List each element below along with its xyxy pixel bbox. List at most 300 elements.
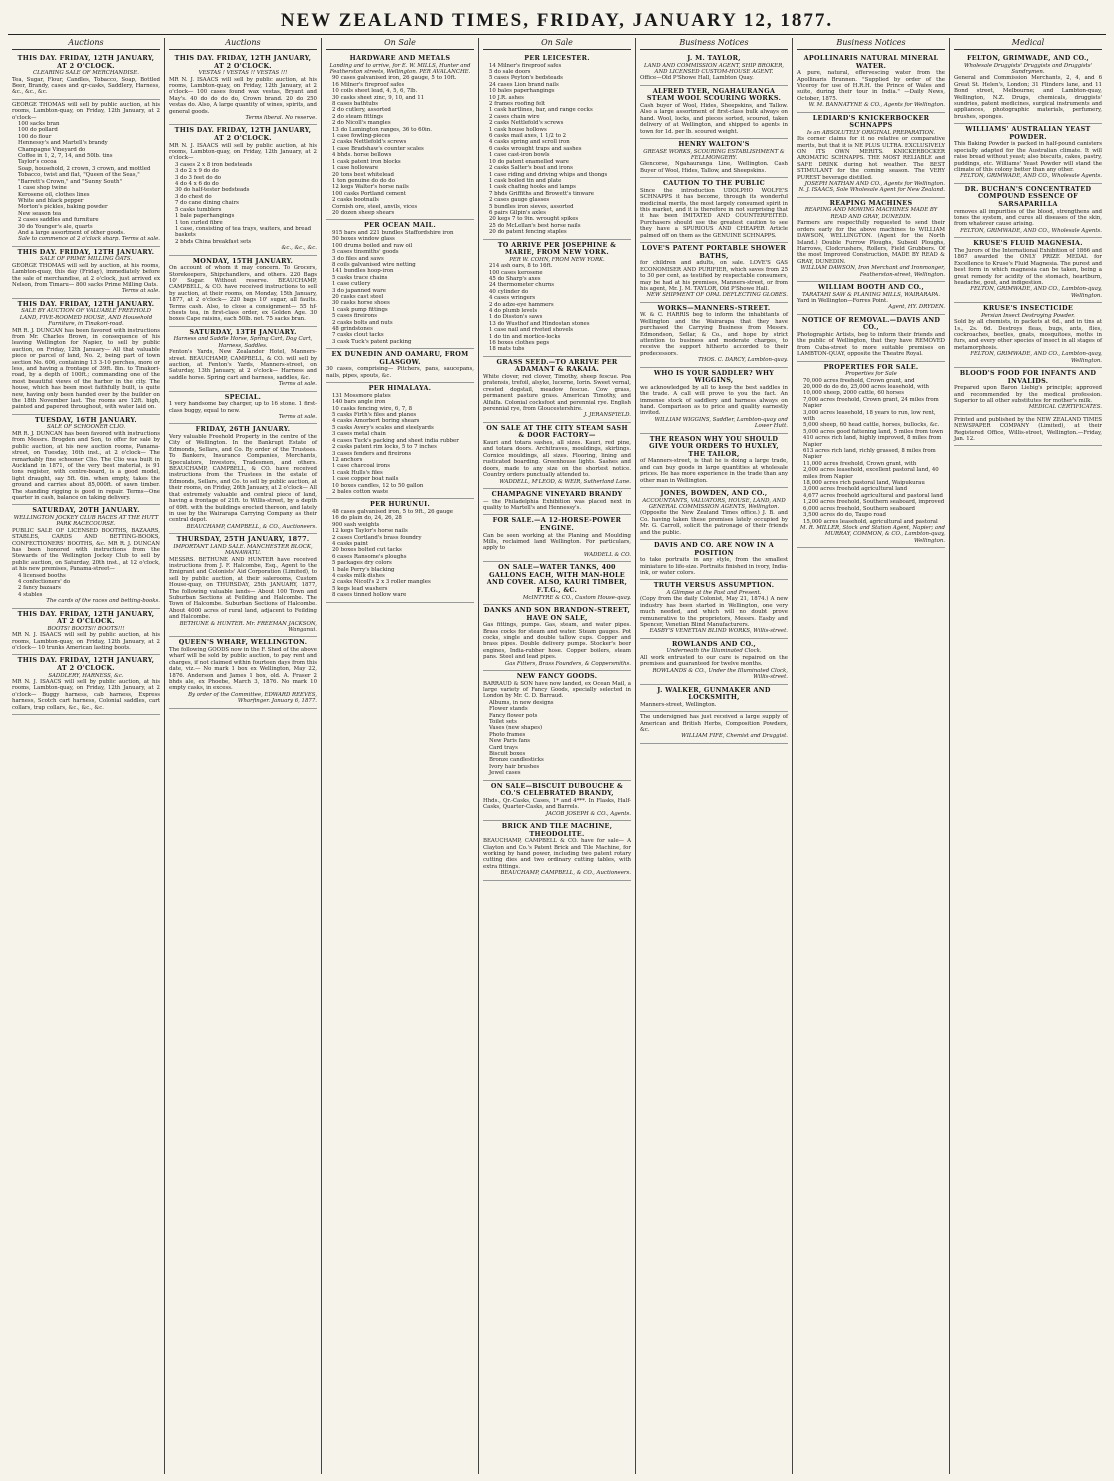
- ad-headline: GRASS SEED.—TO ARRIVE PER ADAMANT & RAKAIA.: [496, 357, 618, 374]
- list-item: New season tea: [18, 210, 62, 217]
- list-item: 10 do patent enamelled ware: [489, 158, 569, 165]
- ad-subheading: A Glimpse at the Past and Present.: [666, 590, 762, 597]
- advertisement: [640, 178, 788, 243]
- list-item: 4 casks spring and scroll iron: [489, 139, 570, 146]
- list-item: 40 cylinder do: [489, 288, 529, 295]
- list-item: Toilet sets: [489, 718, 517, 725]
- advertisement: [483, 781, 631, 821]
- ad-signature: WILLIAM WIGGINS, Saddler, Lambton-quay and Lower Hutt.: [654, 416, 788, 430]
- list-item: 100 casks Portland cement: [332, 190, 406, 197]
- ad-headline: THIS DAY. FRIDAY, 12TH JANUARY, AT 2 O'CLOCK.: [17, 54, 155, 70]
- ad-headline: PER HURUNUI.: [370, 500, 430, 509]
- ad-body-text: Office—Old P'Showe Hall, Lambton Quay.: [640, 75, 754, 82]
- ad-subheading: GREASE WORKS, SCOURING ESTABLISHMENT & FELLMONGERY.: [643, 148, 785, 162]
- ad-headline: ALFRED TYER, NGAHAURANGA STEAM WOOL SCOURING WORKS.: [646, 86, 782, 103]
- ad-body-text: to take portraits in any style, from the smallest miniature to life-size. Portraits finished in ivory, India-ink, or water colors.: [640, 557, 788, 577]
- ad-body-text: The Jurors of the International Exhibition of 1866 and 1867 awarded the ONLY PRIZE MEDAL for Excellence to Kruse's Fluid Magnesia. The purest and best form in which magnesia can be taken, being a great remedy for acidity of the stomach, heartburn, headache, gout, and indigestion.: [954, 247, 1102, 286]
- ad-item-list: [169, 162, 317, 245]
- ad-signature: Terms at sale.: [278, 381, 317, 388]
- ad-body-text: MR R. J. DUNCAN has been favored with instructions from Messrs. Brogden and Son, to offer for sale by public auction, at his new auction rooms, Panama-street, on Tuesday, 16th inst., at 2 o'clock— The remarkably fine schooner Clio. The Clio was built in Auckland in 1871, of the very best material, is 91 tons register, with centre-board, is a good model, light draught, say 5ft. 6in. when empty, takes the ground and carries about 85,000ft. of sawn timber. The standing rigging is good in repair. Terms—One quarter in cash, balance on taking delivery.: [12, 430, 160, 501]
- ad-body-text: Cash buyer of Wool, Hides, Sheepskins, and Tallow. Also a large assortment of first-class bulk always on hand. Wool, locks, and pieces sorted, scoured, taken delivery of at Wellington, and shipped to agents in town for 1d. per lb. scoured weight.: [640, 103, 788, 135]
- ad-subheading: REAPING AND MOWING MACHINES MADE BY READ AND GRAY, DUNEDIN.: [804, 207, 938, 220]
- masthead-rule: [8, 34, 1106, 35]
- ad-item-list: [797, 378, 945, 525]
- list-item: 900 sash weights: [332, 521, 380, 528]
- ad-subheading: SALE OF SCHOONER CLIO.: [46, 424, 126, 431]
- list-item: 915 bars and 221 bundles Staffordshire iron: [332, 229, 454, 236]
- ad-body-text: removes all impurities of the blood, strengthens and tones the system, and cures all diseases of the skin, from whatever cause arising.: [954, 208, 1102, 228]
- list-item: 30 do half-tester bedsteads: [175, 187, 250, 194]
- advertisement: [640, 368, 788, 434]
- list-item: 4 bhds. horse bellows: [332, 152, 392, 159]
- list-item: 1 cask pump fittings: [332, 306, 388, 313]
- ad-subheading: Properties for Sale: [845, 371, 897, 378]
- list-item: 7,000 acres freehold, Crown grant, 24 miles from Napier: [803, 396, 939, 410]
- list-item: 4 casks milk dishes: [332, 573, 385, 579]
- list-item: 18,000 acres rich pastoral land, Waipukurau: [803, 480, 925, 487]
- advertisement: [326, 220, 474, 349]
- ad-signature: WILLIAM DAWSON, Iron Merchant and Ironmonger, Featherston-street, Wellington.: [800, 265, 945, 278]
- list-item: 5 cases Peyton's bedsteads: [489, 75, 563, 82]
- ad-body-text: GEORGE THOMAS will sell by public auction, at his rooms, Lambton-quay, on Friday, 12th January, at 2 o'clock—: [12, 101, 160, 121]
- advertisement: [797, 198, 945, 282]
- ad-headline: WORKS—MANNERS-STREET.: [657, 303, 771, 312]
- ad-body-text: All work entrusted to our care is repaired on the premises and guaranteed for twelve months.: [640, 654, 788, 668]
- ad-body-text: BARRAUD & SON have now landed, ex Ocean Mail, a large variety of Fancy Goods, specially selected in London by Mr. C. D. Barraud.: [483, 680, 631, 700]
- ad-item-list: [326, 75, 474, 216]
- ad-headline: BRICK AND TILE MACHINE, THEODOLITE.: [501, 822, 613, 838]
- list-item: 100 sacks bran: [18, 121, 60, 128]
- list-item: 100 drums boiled and raw oil: [332, 242, 413, 249]
- ad-subheading: LAND AND COMMISSION AGENT, SHIP BROKER, AND LICENSED CUSTOM-HOUSE AGENT.: [644, 62, 784, 75]
- advertisement: [483, 240, 631, 357]
- advertisement: [640, 540, 788, 580]
- advertisement: [483, 53, 631, 240]
- list-item: 8 cases bathtubs: [332, 101, 378, 108]
- advertisement: [640, 86, 788, 139]
- list-item: 50 boxes window glass: [332, 236, 395, 243]
- list-item: 10 J.R. ashes: [489, 94, 524, 101]
- list-item: 15,000 acres leasehold, agricultural and pastoral: [803, 518, 938, 525]
- list-item: 5,000 sheep, 60 head cattle, horses, bullocks, &c.: [803, 422, 940, 429]
- ad-body-text: Hhds., Qr.-Casks, Cases, 1* and 4***. In Flasks, Half-Casks, Quarter-Casks, and Barrels.: [483, 797, 631, 811]
- ad-headline: LOVE'S PATENT PORTABLE SHOWER BATHS,: [641, 244, 787, 260]
- ad-subheading: Underneath the Illuminated Clock.: [666, 648, 762, 655]
- advertisement: [326, 53, 474, 220]
- ad-headline: NEW FANCY GOODS.: [516, 671, 598, 680]
- list-item: 12 kegs Taylor's horse nails: [332, 528, 408, 535]
- ad-signature: THOS. C. DARCY, Lambton-quay.: [698, 357, 788, 364]
- ad-body-text: Since the introduction UDOLPHO WOLFE'S SCHNAPPS it has become, through its wonderful medicinal merits, the most largely consumed spirit in this market, and it is therefore in not surprising that it has been IMITATED AND COUNTERFEITED. Purchasers should use the greatest caution to see they have a SPURIOUS AND CHEAPER Article palmed off on them as the GENUINE SCHNAPPS.: [640, 187, 788, 239]
- ad-signature: Terms at sale.: [121, 288, 160, 295]
- list-item: And a large assortment of other goods.: [18, 229, 125, 236]
- list-item: 11,000 acres freehold, Crown grant, with: [803, 460, 917, 467]
- ad-headline: THURSDAY, 25TH JANUARY, 1877.: [176, 535, 310, 544]
- list-item: 2 casks Nicoll's 2 x 3 roller mangles: [332, 579, 431, 586]
- ad-subheading: IMPORTANT LAND SALE. MANCHESTER BLOCK, MANAWATU.: [173, 543, 313, 557]
- list-item: 6 casks wrought traps and sashes: [489, 145, 582, 152]
- advertisement: [12, 299, 160, 415]
- ad-headline: HARDWARE AND METALS: [349, 54, 451, 62]
- ad-headline: THIS DAY. FRIDAY, 12TH JANUARY, AT 2 O'CLOCK.: [174, 126, 312, 143]
- list-item: Albums, in new designs: [489, 699, 554, 706]
- list-item: 6 casks mail axes, 1 1/2 to 2: [489, 133, 567, 140]
- list-item: Biscuit boxes: [489, 751, 526, 757]
- list-item: 3 do chest do: [175, 193, 212, 200]
- list-item: 6 cases Ransome's ploughs: [332, 553, 407, 560]
- ad-subheading: Wholesale Druggists' Druggists and Druggists' Sundrymen.: [963, 62, 1093, 75]
- list-item: 1 cask chafing hooks and lamps: [489, 184, 576, 191]
- list-item: 3 cases fenders and fireirons: [332, 450, 412, 457]
- list-item: 2 do adze-eye hammers: [489, 301, 554, 308]
- advertisement: [12, 655, 160, 715]
- ad-signature: Terms liberal. No reserve.: [245, 115, 317, 122]
- list-item: 90 cases galvanised iron, 26 gauge, 5 to 10ft.: [332, 75, 457, 82]
- list-item: Vases (new shapes): [489, 725, 543, 732]
- list-item: 2 cases saddles and furniture: [18, 217, 99, 224]
- ad-signature: By order of the Committee, EDWARD REEVES, Wharfinger. January 6, 1877.: [188, 691, 317, 705]
- ad-body-text: Photographic Artists, beg to inform their friends and the public of Wellington, that they have REMOVED from Cuba-street to more suitable premises on LAMBTON-QUAY, opposite the Theatre Royal.: [797, 331, 945, 358]
- list-item: 7 do cane dining chairs: [175, 200, 239, 207]
- advertisement: [483, 562, 631, 605]
- list-item: 10 bales paperhangings: [489, 88, 555, 95]
- ad-item-list: [326, 230, 474, 345]
- advertisement: [12, 609, 160, 656]
- ad-signature: J. JERANSFIELD.: [584, 412, 631, 419]
- ad-item-list: [483, 700, 631, 777]
- list-item: 1 cask house hollows: [489, 126, 547, 133]
- ad-headline: SPECIAL.: [224, 392, 262, 401]
- ad-headline: J. M. TAYLOR,: [687, 54, 741, 62]
- list-item: 131 Mossmore plates: [332, 392, 391, 399]
- list-item: 1 case nail and riveted shovels: [489, 327, 574, 334]
- ad-headline: PER LEICESTER.: [524, 54, 590, 62]
- list-item: 100 do pollard: [18, 127, 58, 134]
- list-item: 8 cases tinned hollow ware: [332, 592, 407, 599]
- list-item: Bronze candlesticks: [489, 757, 544, 764]
- columns-container: [8, 38, 1106, 1474]
- advertisement: [483, 515, 631, 562]
- advertisement: [640, 712, 788, 744]
- list-item: Cornish ore, steel, anvils, vices: [332, 203, 418, 210]
- list-item: 20 dozen sheep shears: [332, 209, 395, 216]
- list-item: 3 cases 2 x 8 iron bedsteads: [175, 161, 253, 168]
- list-item: Kerosene oil, clothes lines: [18, 191, 90, 198]
- list-item: Tobacco, twist and flat, "Queen of the Seas," "Barrett's Crown," and "Sunny South": [18, 172, 140, 185]
- ad-headline: TUESDAY, 16TH JANUARY.: [35, 415, 137, 424]
- ad-headline: EX DUNEDIN AND OAMARU, FROM GLASGOW.: [331, 350, 469, 366]
- advertisement: [483, 821, 631, 881]
- ad-body-text: for children and adults, on sale. LOVE'S GAS ECONOMISER AND PURIFIER, which saves from 25 to 30 per cent, as testified by respectable consumers, may be had at his premises, Manners-street, or from his agent, Mr. J. M. TAYLOR, Old P'Showe Hall.: [640, 260, 788, 292]
- ad-signature: BETHUNE & HUNTER. Mr. FREEMAN JACKSON, Wanganui.: [179, 620, 317, 633]
- list-item: 2 do Nicoll's mangles: [332, 120, 391, 127]
- advertisement: [640, 685, 788, 713]
- advertisement: [640, 639, 788, 685]
- ad-headline: DANKS AND SON BRANDON-STREET, HAVE ON SALE,: [483, 605, 631, 622]
- ad-headline: WHO IS YOUR SADDLER? WHY WIGGINS,: [653, 368, 775, 385]
- advertisement: [169, 256, 317, 327]
- advertisement: [797, 315, 945, 362]
- list-item: 2,000 acres leasehold, excellent pastoral land, 40 miles from Napier: [803, 467, 939, 480]
- ad-signature: FELTON, GRIMWADE, AND CO., Lambton-quay, Wellington.: [970, 351, 1102, 364]
- list-item: Champagne Vineyard do: [18, 146, 86, 153]
- ad-subheading: WELLINGTON JOCKEY CLUB RACES AT THE HUTT PARK RACECOURSE.: [13, 514, 159, 528]
- list-item: 5 packages dry colors: [332, 560, 392, 567]
- list-item: 1 ton genuine do do do: [332, 177, 395, 184]
- list-item: 1 case cast-iron bowls: [489, 152, 550, 159]
- ad-body-text: Fenton's Yards, New Zealander Hotel, Manners-street. BEAUCHAMP, CAMPBELL, & CO. will sell by auction, at Fenton's Yards, Manners-street, on Saturday, 13th January, at 2 o'clock— Harness and saddle horse. Spring cart and harness, saddles, &c.: [169, 349, 317, 381]
- list-item: 4 cases Tuck's packing and sheet india rubber: [332, 437, 459, 444]
- ad-headline: TRUTH VERSUS ASSUMPTION.: [653, 581, 775, 590]
- list-item: 20 do patent fencing staples: [489, 229, 567, 236]
- list-item: 25 do McLellan's best horse nails: [489, 222, 581, 229]
- ad-headline: CHAMPAGNE VINEYARD BRANDY: [491, 489, 623, 498]
- ad-item-list: [12, 573, 160, 599]
- list-item: 140 bars angle iron: [332, 399, 386, 406]
- advertisement: [483, 671, 631, 781]
- list-item: 1 bale paperhangings: [175, 213, 235, 220]
- list-item: 4 cases wringers: [489, 295, 536, 302]
- ad-headline: QUEEN'S WHARF, WELLINGTON.: [178, 638, 308, 647]
- list-item: 5 casks Firth's files and planes: [332, 412, 417, 419]
- advertisement: [954, 124, 1102, 184]
- ad-headline: JONES, BOWDEN, AND CO.,: [660, 489, 768, 497]
- ad-headline: ON SALE—BISCUIT DUBOUCHE & CO.'S CELEBRATED BRANDY,: [490, 781, 624, 798]
- advertisement: [797, 362, 945, 549]
- list-item: Card trays: [489, 744, 518, 751]
- ad-body-text: 1 very handsome bay charger, up to 16 stone. 1 first-class buggy, equal to new.: [169, 401, 317, 414]
- ad-body-text: Very valuable Freehold Property in the centre of the City of Wellington. In the Bankrupt Estate of Edmonds, Sellars, and Co. By order of the Trustees. To Bankers, Insurance Companies, Merchants, Speculators, Investors, Tradesmen, and others. BEAUCHAMP, CAMPBELL, & CO. have received instructions from the Trustees in the estate of Edmonds, Sellars, and Co. to sell by public auction, at their rooms, on Friday, 26th January, at 2 o'clock— All that extremely valuable and central piece of land, having a frontage of 21ft. to Willis-street, by a depth of 69ft. with the buildings erected thereon, and lately in use by the Wairarapa Carrying Company as their central depot.: [169, 434, 317, 524]
- ad-headline: ROWLANDS AND CO.,: [671, 639, 757, 648]
- list-item: 48 cases galvanised iron, 5 to 9ft., 26 gauge: [332, 508, 454, 515]
- ad-body-text: — the Philadelphia Exhibition was placed next in quality to Martell's and Hennessy's.: [483, 498, 631, 511]
- list-item: 3 cases metal chain: [332, 431, 386, 438]
- ad-headline: SATURDAY, 20TH JANUARY.: [32, 506, 140, 515]
- list-item: 3 do japanned ware: [332, 287, 386, 294]
- ad-signature: BEAUCHAMP, CAMPBELL, & CO., Auctioneers.: [186, 523, 317, 530]
- list-item: 1 case Bradshaw's counter scales: [332, 145, 424, 152]
- list-item: 48 grindstones: [332, 326, 373, 333]
- list-item: 16 do plain do, 24, 26, 28: [332, 515, 402, 522]
- list-item: 3 cask Tuck's patent packing: [332, 338, 412, 345]
- list-item: Fancy flower pots: [489, 712, 538, 719]
- advertisement: [12, 247, 160, 299]
- ad-headline: TO ARRIVE PER JOSEPHINE & MARIE, FROM NEW YORK.: [497, 240, 617, 257]
- list-item: 4 casks Amorbert boring shears: [332, 418, 420, 425]
- ad-body-text: Prepared upon Baron Liebig's principle; approved and recommended by the medical profession. Superior to all other substitutes for mother's milk.: [954, 385, 1102, 404]
- ad-headline: THIS DAY. FRIDAY, 12TH JANUARY, AT 2 O'CLOCK.: [17, 656, 155, 673]
- ad-body-text: Its corner claims for it no relative or comparative merits, but that it is NE PLUS ULTRA. EXCLUSIVELY ON ITS OWN MERITS. KNICKERBOCKER AROMATIC SCHNAPPS. THE MOST RELIABLE and SAFE DRINK during hot weather. The BEST STIMULANT for the coming season. The VERY PUREST beverage distilled.: [797, 136, 945, 181]
- ad-body-text: Gas fittings, pumps. Gas, steam, and water pipes. Brass cocks for steam and water. Steam gauges. Pot cocks, single and double tallow cups. Copper and brass pipes. Double delivery pumps. Stocker's beer engines, India-rubber hose. Copper boilers, steam pans. Steel and lead pipes.: [483, 622, 631, 661]
- column-1: [8, 38, 165, 1474]
- advertisement: [797, 282, 945, 315]
- list-item: Jewel cases: [489, 770, 521, 777]
- ad-headline: J. WALKER, GUNMAKER AND LOCKSMITH,: [657, 685, 771, 702]
- ad-signature: MEDICAL CERTIFICATES.: [1028, 404, 1102, 411]
- advertisement: [954, 303, 1102, 368]
- list-item: 1 bale Perry's blacking: [332, 566, 395, 573]
- ad-headline: REAPING MACHINES: [829, 198, 913, 207]
- ad-signature: WADDELL & CO.: [583, 551, 631, 558]
- ad-signature: The cards of the races and betting-books.: [46, 598, 160, 605]
- list-item: 8 coils galvanised wire netting: [332, 261, 416, 268]
- list-item: 214 ash oars, 8 to 16ft.: [489, 263, 553, 270]
- list-item: 20 kegs 7 to 9in. wrought spikes: [489, 216, 579, 223]
- ad-signature: JOSEPH NATHAN AND CO., Agents for Wellington. N. J. ISAACS, Sole Wholesale Agent for New Zealand.: [798, 181, 945, 194]
- ad-signature: M. R. MILLER, Stock and Station Agent, Napier; and MURRAY, COMMON, & CO., Lambton-quay, Wellington.: [799, 524, 945, 544]
- ad-body-text: PUBLIC SALE OF LICENSED BOOTHS, BAZAARS, STABLES, CARDS AND BETTING-BOOKS, CONFECTIONERS' BOOTHS, &c. MR R. J. DUNCAN has been honored with instructions from the Stewards of the Wellington Jockey Club to sell by public auction, on Saturday, 20th inst., at 12 o'clock, at his new premises, Panama-street—: [12, 527, 160, 573]
- ad-signature: FELTON, GRIMWADE, AND CO., Wholesale Agents.: [960, 173, 1102, 180]
- masthead: NEW ZEALAND TIMES, FRIDAY, JANUARY 12, 1877.: [280, 10, 834, 31]
- list-item: 1 case, consisting of tea trays, waiters, and bread baskets: [175, 225, 312, 239]
- list-item: 5 casks tumblers: [175, 206, 222, 213]
- advertisement: [954, 53, 1102, 124]
- column-5: [636, 38, 793, 1474]
- ad-signature: ROWLANDS & CO., Under the Illuminated Clock, Willis-street.: [652, 667, 788, 681]
- ad-subheading: Persian Insect Destroying Powder.: [981, 312, 1075, 319]
- list-item: 2 casks patent rim locks, 5 to 7 inches: [332, 444, 437, 451]
- ad-signature: FELTON, GRIMWADE, AND CO., Lambton-quay, Wellington.: [970, 286, 1102, 299]
- ad-subheading: SALE BY AUCTION OF VALUABLE FREEHOLD LAND, FIVE-ROOMED HOUSE, AND Household Furniture, in Tinakori-road.: [19, 308, 153, 328]
- advertisement: [12, 53, 160, 100]
- list-item: 1,200 acres freehold, Southern seaboard, improved: [803, 499, 945, 506]
- list-item: 613 acres rich land, richly grassed, 8 miles from Napier: [803, 448, 936, 461]
- list-item: 1 do tin and mortice-locks: [489, 333, 561, 340]
- list-item: 16 boxes clothes pegs: [489, 340, 550, 347]
- list-item: 7 casks clout tacks: [332, 332, 384, 339]
- ad-body-text: (Copy from the daily Colonist, May 21, 1874.) A new industry has been started in Wellington, one very much needed, and which will no doubt prove remunerative to the proprietors, Messrs. Easby and Spencer, Venetian Blind Manufacturers.: [640, 596, 788, 629]
- ad-body-text: On account of whom it may concern. To Grocers, Storekeepers, Shipchandlers, and others. 220 Bags 10' Sugar. Without reserve. BEAUCHAMP, CAMPBELL, & CO. have received instructions to sell by auction, at their rooms, on Monday, 15th January, 1877, at 2 o'clock— 220 bags 10' sugar, all faults. Terms cash. Also, to close a consignment— 55 hf-chests tea, in first-class order, ex Golden Age. 30 boxes Cape raisins, each 50lb. net. 75 sacks bran.: [169, 265, 317, 323]
- list-item: 100 cases kerosene: [489, 269, 543, 276]
- advertisement: [169, 392, 317, 425]
- ad-headline: KRUSE'S FLUID MAGNESIA.: [973, 239, 1083, 248]
- list-item: 10 casks fencing wire, 6, 7, 8: [332, 405, 413, 412]
- list-item: 13 do Wusthof and Hindostan stones: [489, 320, 590, 327]
- list-item: 24 thermometer churns: [489, 282, 555, 289]
- advertisement: [169, 424, 317, 534]
- list-item: 5 kegs lead washers: [332, 585, 388, 592]
- list-item: 70,000 acres freehold, Crown grant, and: [803, 377, 915, 384]
- ad-item-list: [12, 121, 160, 236]
- list-item: 12 kegs Walter's horse nails: [332, 184, 409, 191]
- advertisement: [483, 357, 631, 423]
- advertisement: [954, 415, 1102, 447]
- list-item: 2 casks Nettlefold's screws: [332, 139, 407, 146]
- list-item: 6 pairs Gilpin's axles: [489, 209, 546, 216]
- ad-headline: WILLIAMS' AUSTRALIAN YEAST POWDER.: [965, 125, 1091, 141]
- advertisement: [326, 383, 474, 499]
- list-item: 2 do steam fittings: [332, 113, 384, 120]
- list-item: 18 mats tubs: [489, 346, 525, 353]
- list-item: 24 cases Lion brand nails: [489, 81, 559, 88]
- list-item: 2 do cutlery, assorted: [332, 107, 391, 114]
- ad-body-text: The undersigned has just received a large supply of American and British Herbs, Composition Powders, &c.: [640, 714, 788, 733]
- ad-subheading: VESTAS ! VESTAS !! VESTAS !!!: [198, 70, 288, 77]
- list-item: 12 anchors: [332, 456, 363, 463]
- column-4: [479, 38, 636, 1474]
- ad-headline: APOLLINARIS NATURAL MINERAL WATER.: [803, 54, 939, 70]
- list-item: 2 casks bootnails: [332, 197, 379, 204]
- ad-body-text: we acknowledged by all to keep the best saddles in the trade. A call will prove to you the fact. An immense stock of saddlery and harness always on hand. Comparison as to price and quality earnestly invited.: [640, 384, 788, 417]
- list-item: 4 licensed booths: [18, 572, 66, 579]
- ad-headline: CAUTION TO THE PUBLIC: [662, 179, 766, 188]
- ad-headline: THIS DAY. FRIDAY, 12TH JANUARY.: [17, 247, 155, 256]
- list-item: 5 cases fireirons: [332, 313, 377, 320]
- advertisement: [169, 125, 317, 255]
- list-item: 1 cask hartlines, bar, and range cocks: [489, 107, 593, 114]
- ad-body-text: MR N. J. ISAACS will sell by public auction, at his rooms, Lambton-quay, on Friday, 12th January, at 2 o'clock— 100 cases found wax vestas, Bryant and May's. 40 do do do do, Crown brand. 20 do 250 vestas do. Also, A large quantity of wines, spirits, and general goods.: [169, 76, 317, 115]
- ad-body-text: Yard in Wellington—Forres Point.: [797, 297, 888, 304]
- advertisement: [640, 139, 788, 178]
- list-item: Ivory hair brushes: [489, 763, 540, 770]
- ad-subheading: Harness and Saddle Horse, Spring Cart, Dog Cart, Harness, Saddles.: [173, 336, 313, 349]
- ad-headline: THE REASON WHY YOU SHOULD GIVE YOUR ORDERS TO HUXLEY, THE TAILOR,: [649, 434, 779, 458]
- list-item: 3 do 3 feet do do: [175, 174, 222, 181]
- list-item: 1 case charcoal irons: [332, 463, 391, 470]
- ad-body-text: (Opposite the New Zealand Times office.) J. B. and Co. having taken these premises lately occupied by Mr. G. Carroll, solicit the patronage of their friends and the public.: [640, 510, 788, 536]
- ad-body-text: MR N. J. ISAACS will sell by public auction, at his rooms, Lambton-quay, on Friday, 12th January, at 2 o'clock— Buggy harness, cab harness, Express harness, Scotch cart harness, Colonial saddles, cart collars, trap collars, &c., &c., &c.: [12, 679, 160, 711]
- ad-headline: ON SALE—WATER TANKS, 400 GALLONS EACH, WITH MAN-HOLE AND COVER. ALSO, KAURI TIMBER, F.T.G., &C.: [486, 563, 628, 594]
- ad-body-text: Tea, Sugar, Flour, Candles, Tobacco, Soap, Bottled Beer, Brandy, cases and qr-casks, Saddlery, Harness, &c., &c., &c.: [12, 76, 160, 96]
- list-item: 3 do files and saws: [332, 255, 384, 262]
- list-item: 410 acres rich land, highly improved, 8 miles from Napier: [803, 435, 942, 448]
- list-item: 5 casks Avery's scales and steelyards: [332, 424, 434, 431]
- list-item: 2 frames roofing felt: [489, 101, 546, 108]
- ad-headline: KRUSE'S INSECTICIDE: [982, 304, 1074, 313]
- advertisement: [326, 499, 474, 602]
- list-item: 6,000 acres freehold, Southern seaboard: [803, 505, 916, 512]
- list-item: 4 confectioners' do: [18, 579, 71, 585]
- advertisement: [483, 605, 631, 671]
- advertisement: [640, 53, 788, 86]
- ad-subheading: BOOTS! BOOTS!! BOOTS!!!: [47, 625, 125, 632]
- ad-signature: WADDELL, M'LEOD, & WEIR, Sutherland Lane.: [499, 478, 631, 485]
- list-item: 10,000 sheep, 2000 cattle, 60 horses: [803, 390, 905, 397]
- list-item: 4,677 acres freehold agricultural and pastoral land: [803, 492, 944, 499]
- ad-signature: &c., &c., &c.: [281, 245, 317, 252]
- advertisement: [797, 53, 945, 113]
- advertisement: [797, 113, 945, 198]
- ad-body-text: The following GOODS now in the F. Shed of the above wharf will be sold by public auction, to pay rent and charges, if not claimed within fourteen days from this date, viz.— No mark 1 box ex Wellington, May 22, 1876. Anderson and James 1 box, old. A. Fraser 2 bhds ale, ex Phoebe, March 3, 1876. No mark 10 empty casks, in excess.: [169, 647, 317, 692]
- ad-headline: BLOOD'S FOOD FOR INFANTS AND INVALIDS.: [959, 368, 1097, 385]
- ad-subheading: ACCOUNTANTS, VALUATORS, HOUSE, LAND, AND GENERAL COMMISSION AGENTS, Wellington.: [642, 497, 786, 510]
- ad-body-text: Glencorse, Ngahauranga Line, Wellington. Cash Buyer of Wool, Hides, Tallow, and Sheepskins.: [640, 161, 788, 174]
- ad-signature: FELTON, GRIMWADE, AND CO., Wholesale Agents.: [960, 227, 1102, 234]
- ad-body-text: Printed and published by the NEW ZEALAND TIMES NEWSPAPER COMPANY (Limited), at their Registered Office, Willis-street, Wellington.—Friday, Jan. 12.: [954, 416, 1102, 442]
- ad-headline: WILLIAM BOOTH AND CO.,: [818, 282, 924, 291]
- ad-body-text: 30 cases, comprising— Pitchers, pans, saucepans, nails, pipes, spouts, &c.: [326, 366, 474, 379]
- ad-item-list: [483, 63, 631, 236]
- column-header: Medical: [954, 38, 1102, 50]
- advertisement: [326, 349, 474, 383]
- list-item: Morton's pickles, baking powder: [18, 204, 108, 211]
- ad-headline: FRIDAY, 26TH JANUARY.: [195, 425, 291, 434]
- ad-headline: MONDAY, 15TH JANUARY.: [192, 256, 294, 265]
- list-item: 30 do Younger's ale, quarts: [18, 223, 93, 230]
- ad-body-text: of Manners-street, is that he is doing a large trade, and can buy goods in large quantities at wholesale prices. He has more experience in the trade than any other man in Wellington.: [640, 458, 788, 484]
- list-item: 10 boxes candles, 12 to 50 gallon: [332, 482, 424, 489]
- list-item: Hennessy's and Martell's brandy: [18, 140, 108, 147]
- list-item: 100 do flour: [18, 133, 52, 140]
- list-item: 3,000 acres leasehold, 18 years to run, low rent, with: [803, 409, 936, 422]
- ad-body-text: MESSRS. BETHUNE AND HUNTER have received instructions from J. F. Halcombe, Esq., Agent to the Emigrant and Colonists' Aid Corporation (Limited), to sell by public auction, at their salerooms, Custom House-quay, on THURSDAY, 25th JANUARY, 1877, The following valuable lands— About 100 Town and Suburban Sections at Feilding and Halcombe. The Town of Halcombe. Suburban Sections of Halcombe. About 4000 acres of rural land, adjacent to Feilding and Halcombe.: [169, 556, 317, 621]
- advertisement: [483, 489, 631, 515]
- ad-signature: Terms at sale.: [278, 414, 317, 421]
- ad-headline: LEDIARD'S KNICKERBOCKER SCHNAPPS: [812, 113, 930, 130]
- list-item: 20 casks cast steel: [332, 294, 384, 300]
- ad-headline: HENRY WALTON'S: [678, 140, 750, 149]
- ad-subheading: Landing and to arrive, for E. W. MILLS, Hunter and Featherston streets, Wellington. PER AVALANCHE.: [329, 62, 471, 75]
